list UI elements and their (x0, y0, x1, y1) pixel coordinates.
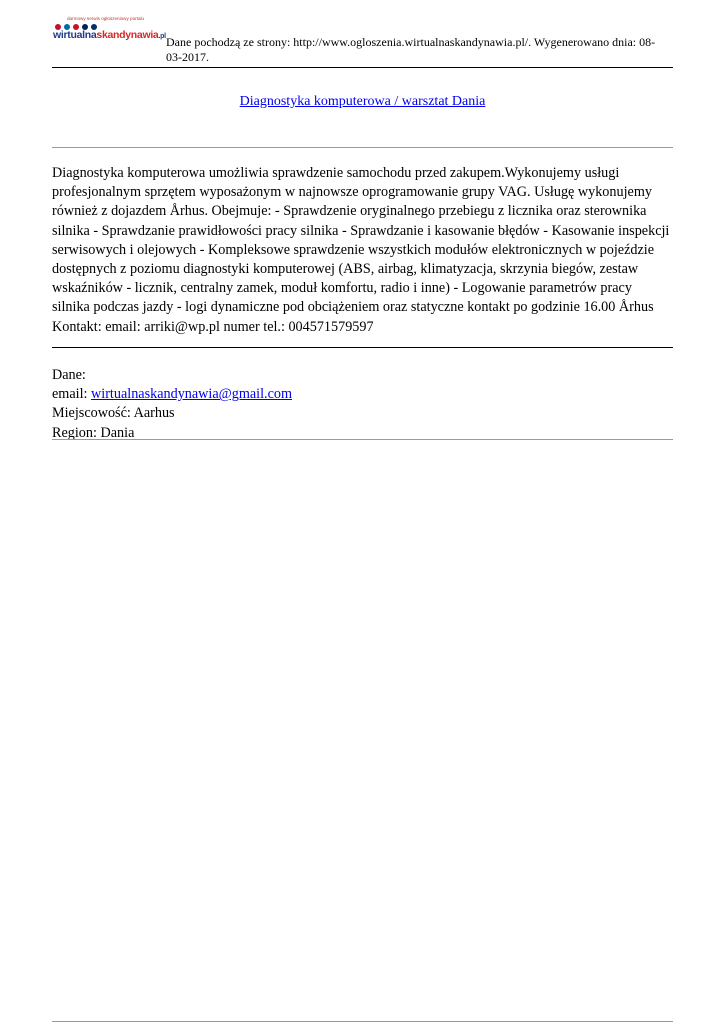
details-email-row (52, 385, 673, 404)
description-divider (52, 347, 673, 348)
details-heading: Dane: (52, 367, 86, 383)
details-section (52, 366, 673, 443)
page-title (52, 94, 673, 110)
logo-wordmark-part: .pl (158, 33, 166, 40)
title-divider (52, 147, 673, 148)
source-note: Dane pochodzą ze strony: http://www.ogloszenia.wirtualnaskandynawia.pl/. Wygenerowano dnia: 08-03-2017. (166, 35, 656, 64)
details-city-row (52, 404, 673, 423)
header-divider (52, 67, 673, 68)
footer-divider (52, 1021, 673, 1022)
site-logo[interactable] (53, 16, 166, 46)
city-label: Miejscowość: (52, 405, 134, 422)
logo-wordmark-part: wirtualna (53, 29, 97, 41)
listing-title-link[interactable]: Diagnostyka komputerowa / warsztat Dania (239, 94, 486, 109)
details-divider (52, 439, 673, 440)
logo-wordmark-part: skandynawia (96, 29, 159, 41)
listing-description: Diagnostyka komputerowa umożliwia sprawdzenie samochodu przed zakupem.Wykonujemy usługi profesjonalnym sprzętem wyposażonym w najnowsze oprogramowanie grupy VAG. Usługę wykonujemy również z dojazdem Århus. Obejmuje: - Sprawdzenie oryginalnego przebiegu z licznika oraz sterownika silnika - Sprawdzanie prawidłowości pracy silnika - Sprawdzanie i kasowanie błędów - Kasowanie inspekcji serwisowych i olejowych - Kompleksowe sprawdzenie wszystkich modułów elektronicznych w pojeździe dostępnych z poziomu diagnostyki komputerowej (ABS, airbag, klimatyzacja, skrzynia biegów, zestaw wskaźników - licznik, centralny zamek, moduł komfortu, radio i inne) - Logowanie parametrów pracy silnika podczas jazdy - logi dynamiczne pod obciążeniem oraz statyczne kontakt po godzinie 16.00 Århus Kontakt: email: arriki@wp.pl numer tel.: 004571579597 (52, 165, 670, 335)
region-label: Region: (52, 424, 101, 441)
logo-tagline: darmowy serwis ogłoszeniowy portalu (67, 16, 145, 21)
email-label: email: (52, 386, 92, 403)
email-link[interactable]: wirtualnaskandynawia@gmail.com (91, 386, 293, 403)
logo-wordmark (53, 29, 166, 41)
region-value: Dania (100, 424, 135, 441)
city-value: Aarhus (133, 405, 175, 422)
